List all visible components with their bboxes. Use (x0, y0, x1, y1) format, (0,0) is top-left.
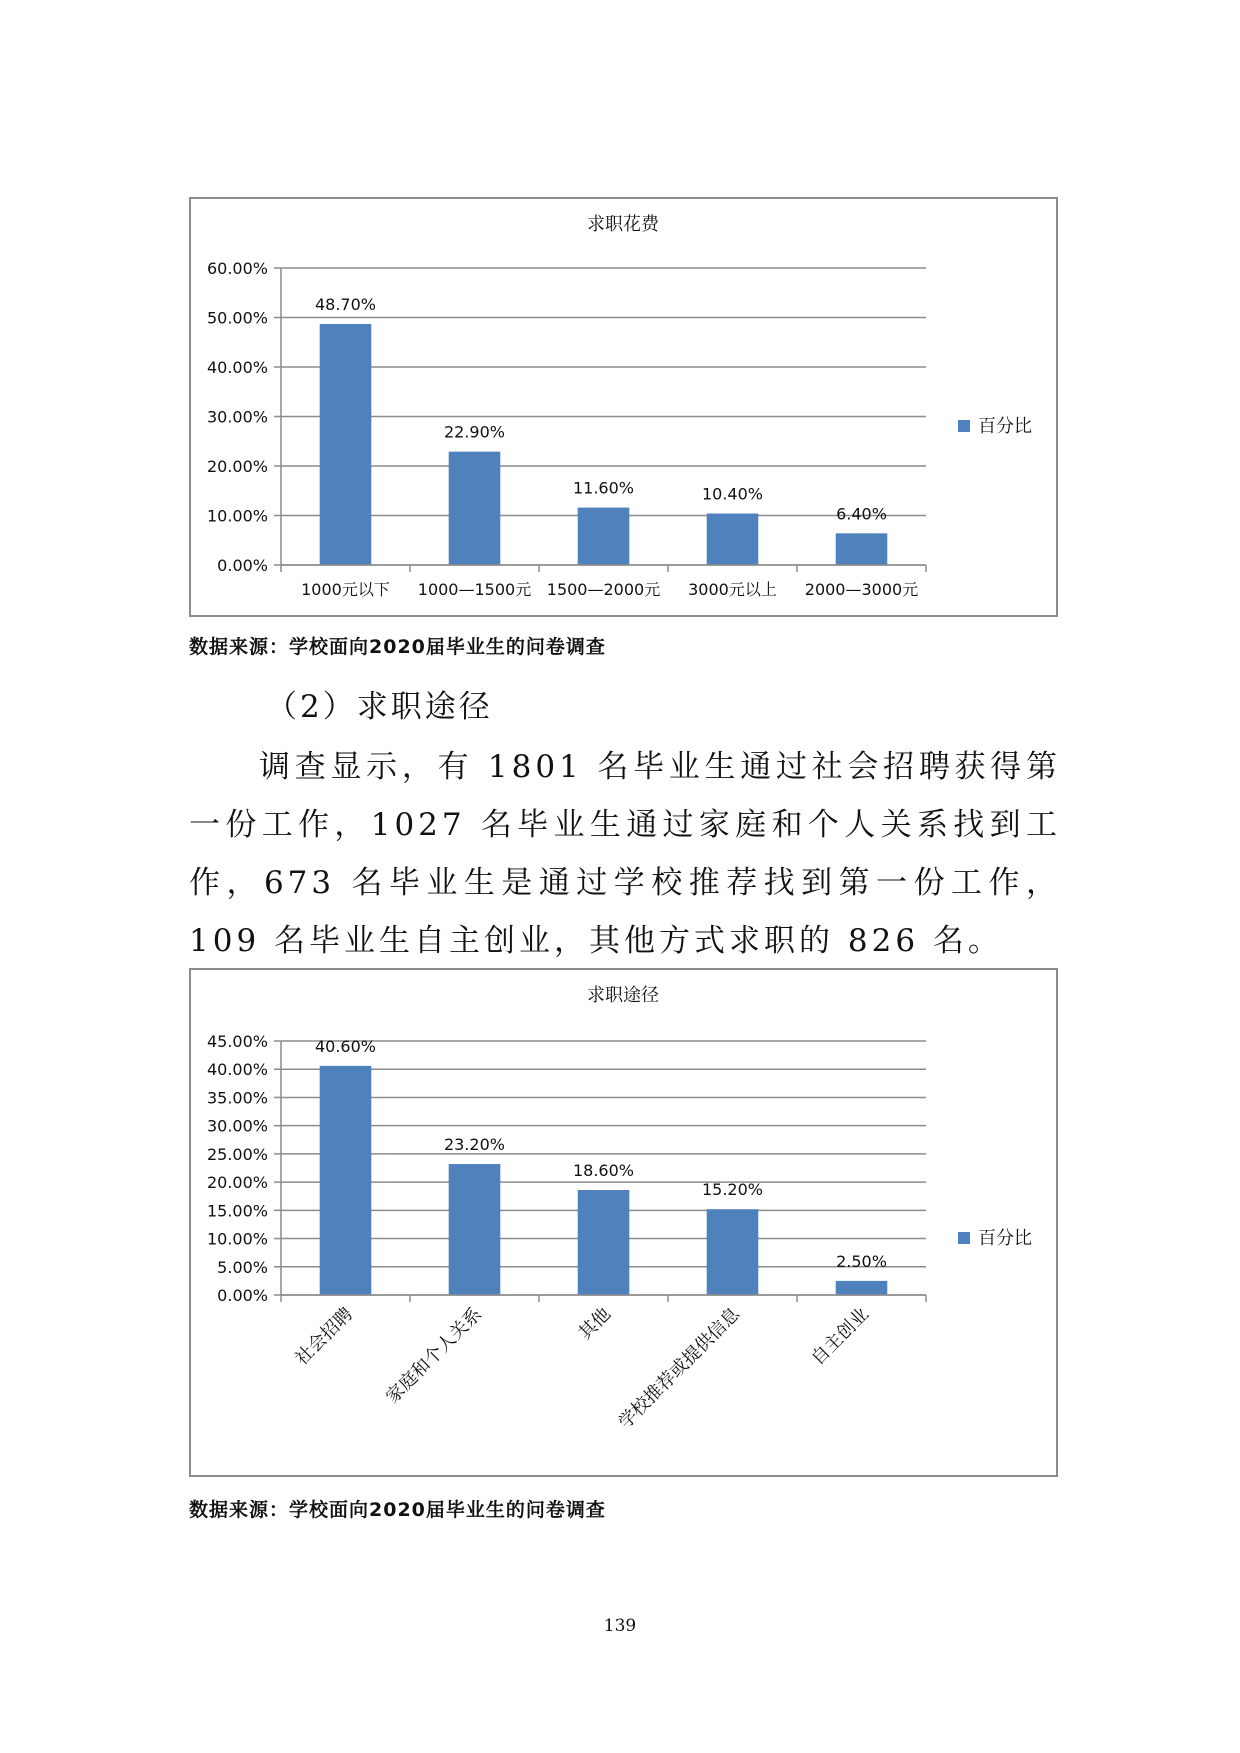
chart-source-2: 数据来源：学校面向2020届毕业生的问卷调查 (189, 1499, 606, 1521)
page-number: 139 (603, 1616, 637, 1636)
data-label: 6.40% (836, 504, 887, 524)
section-heading: （2）求职途径 (266, 689, 493, 725)
data-label: 18.60% (572, 1161, 635, 1181)
legend-label: 百分比 (978, 416, 1032, 437)
y-tick-label: 10.00% (206, 1229, 268, 1249)
data-label: 23.20% (443, 1135, 506, 1155)
data-label: 11.60% (572, 478, 635, 498)
y-tick-label: 15.00% (206, 1201, 268, 1221)
bar (836, 1281, 888, 1295)
y-tick-label: 45.00% (206, 1032, 268, 1051)
bar (578, 1190, 630, 1295)
chart-job-channel-svg (191, 970, 1056, 1475)
y-tick-label: 50.00% (206, 308, 268, 328)
y-tick-label: 40.00% (206, 358, 268, 377)
bar (707, 1209, 759, 1295)
y-tick-label: 40.00% (206, 1060, 268, 1080)
bar (707, 514, 759, 565)
data-label: 22.90% (443, 422, 506, 442)
bar (320, 324, 372, 565)
chart-source-1: 数据来源：学校面向2020届毕业生的问卷调查 (189, 636, 606, 658)
data-label: 40.60% (314, 1036, 377, 1056)
y-tick-label: 5.00% (217, 1257, 268, 1277)
legend-label: 百分比 (978, 1228, 1032, 1249)
x-tick-label: 3000元以上 (688, 580, 777, 599)
bar (449, 1164, 501, 1295)
data-label: 48.70% (314, 294, 377, 314)
x-tick-label: 1500—2000元 (546, 580, 661, 599)
x-tick-label: 2000—3000元 (804, 580, 919, 599)
y-tick-label: 30.00% (206, 1116, 268, 1136)
chart-job-channel (189, 968, 1058, 1477)
y-tick-label: 0.00% (217, 556, 268, 575)
x-tick-label: 家庭和个人关系 (382, 1303, 487, 1408)
bar (320, 1066, 372, 1295)
chart-job-cost-svg (191, 199, 1056, 615)
data-label: 15.20% (701, 1180, 764, 1200)
chart-title: 求职途径 (587, 985, 659, 1006)
bar (449, 452, 501, 565)
x-tick-label: 学校推荐或提供信息 (614, 1303, 745, 1434)
x-tick-label: 1000—1500元 (417, 580, 532, 599)
section-paragraph: 调查显示，有 1801 名毕业生通过社会招聘获得第一份工作，1027 名毕业生通过家庭和个人关系找到工作，673 名毕业生是通过学校推荐找到第一份工作，109 名毕业生自主创业，其他方式求职的 826 名。 (189, 749, 1061, 959)
y-tick-label: 35.00% (206, 1088, 268, 1108)
x-tick-label: 其他 (574, 1303, 616, 1344)
x-tick-label: 1000元以下 (301, 580, 390, 599)
data-label: 2.50% (836, 1251, 887, 1271)
bar (578, 508, 630, 565)
data-label: 10.40% (701, 484, 764, 504)
y-tick-label: 20.00% (206, 457, 268, 476)
y-tick-label: 10.00% (206, 506, 268, 526)
x-tick-label: 自主创业 (807, 1303, 874, 1370)
x-tick-label: 社会招聘 (291, 1303, 358, 1370)
legend-swatch (958, 420, 970, 432)
legend-swatch (958, 1232, 970, 1244)
y-tick-label: 0.00% (217, 1286, 268, 1305)
bar (836, 533, 888, 565)
chart-job-cost (189, 197, 1058, 617)
y-tick-label: 20.00% (206, 1173, 268, 1193)
y-tick-label: 30.00% (206, 407, 268, 427)
y-tick-label: 25.00% (206, 1144, 268, 1164)
y-tick-label: 60.00% (206, 259, 268, 278)
chart-title: 求职花费 (587, 214, 659, 235)
